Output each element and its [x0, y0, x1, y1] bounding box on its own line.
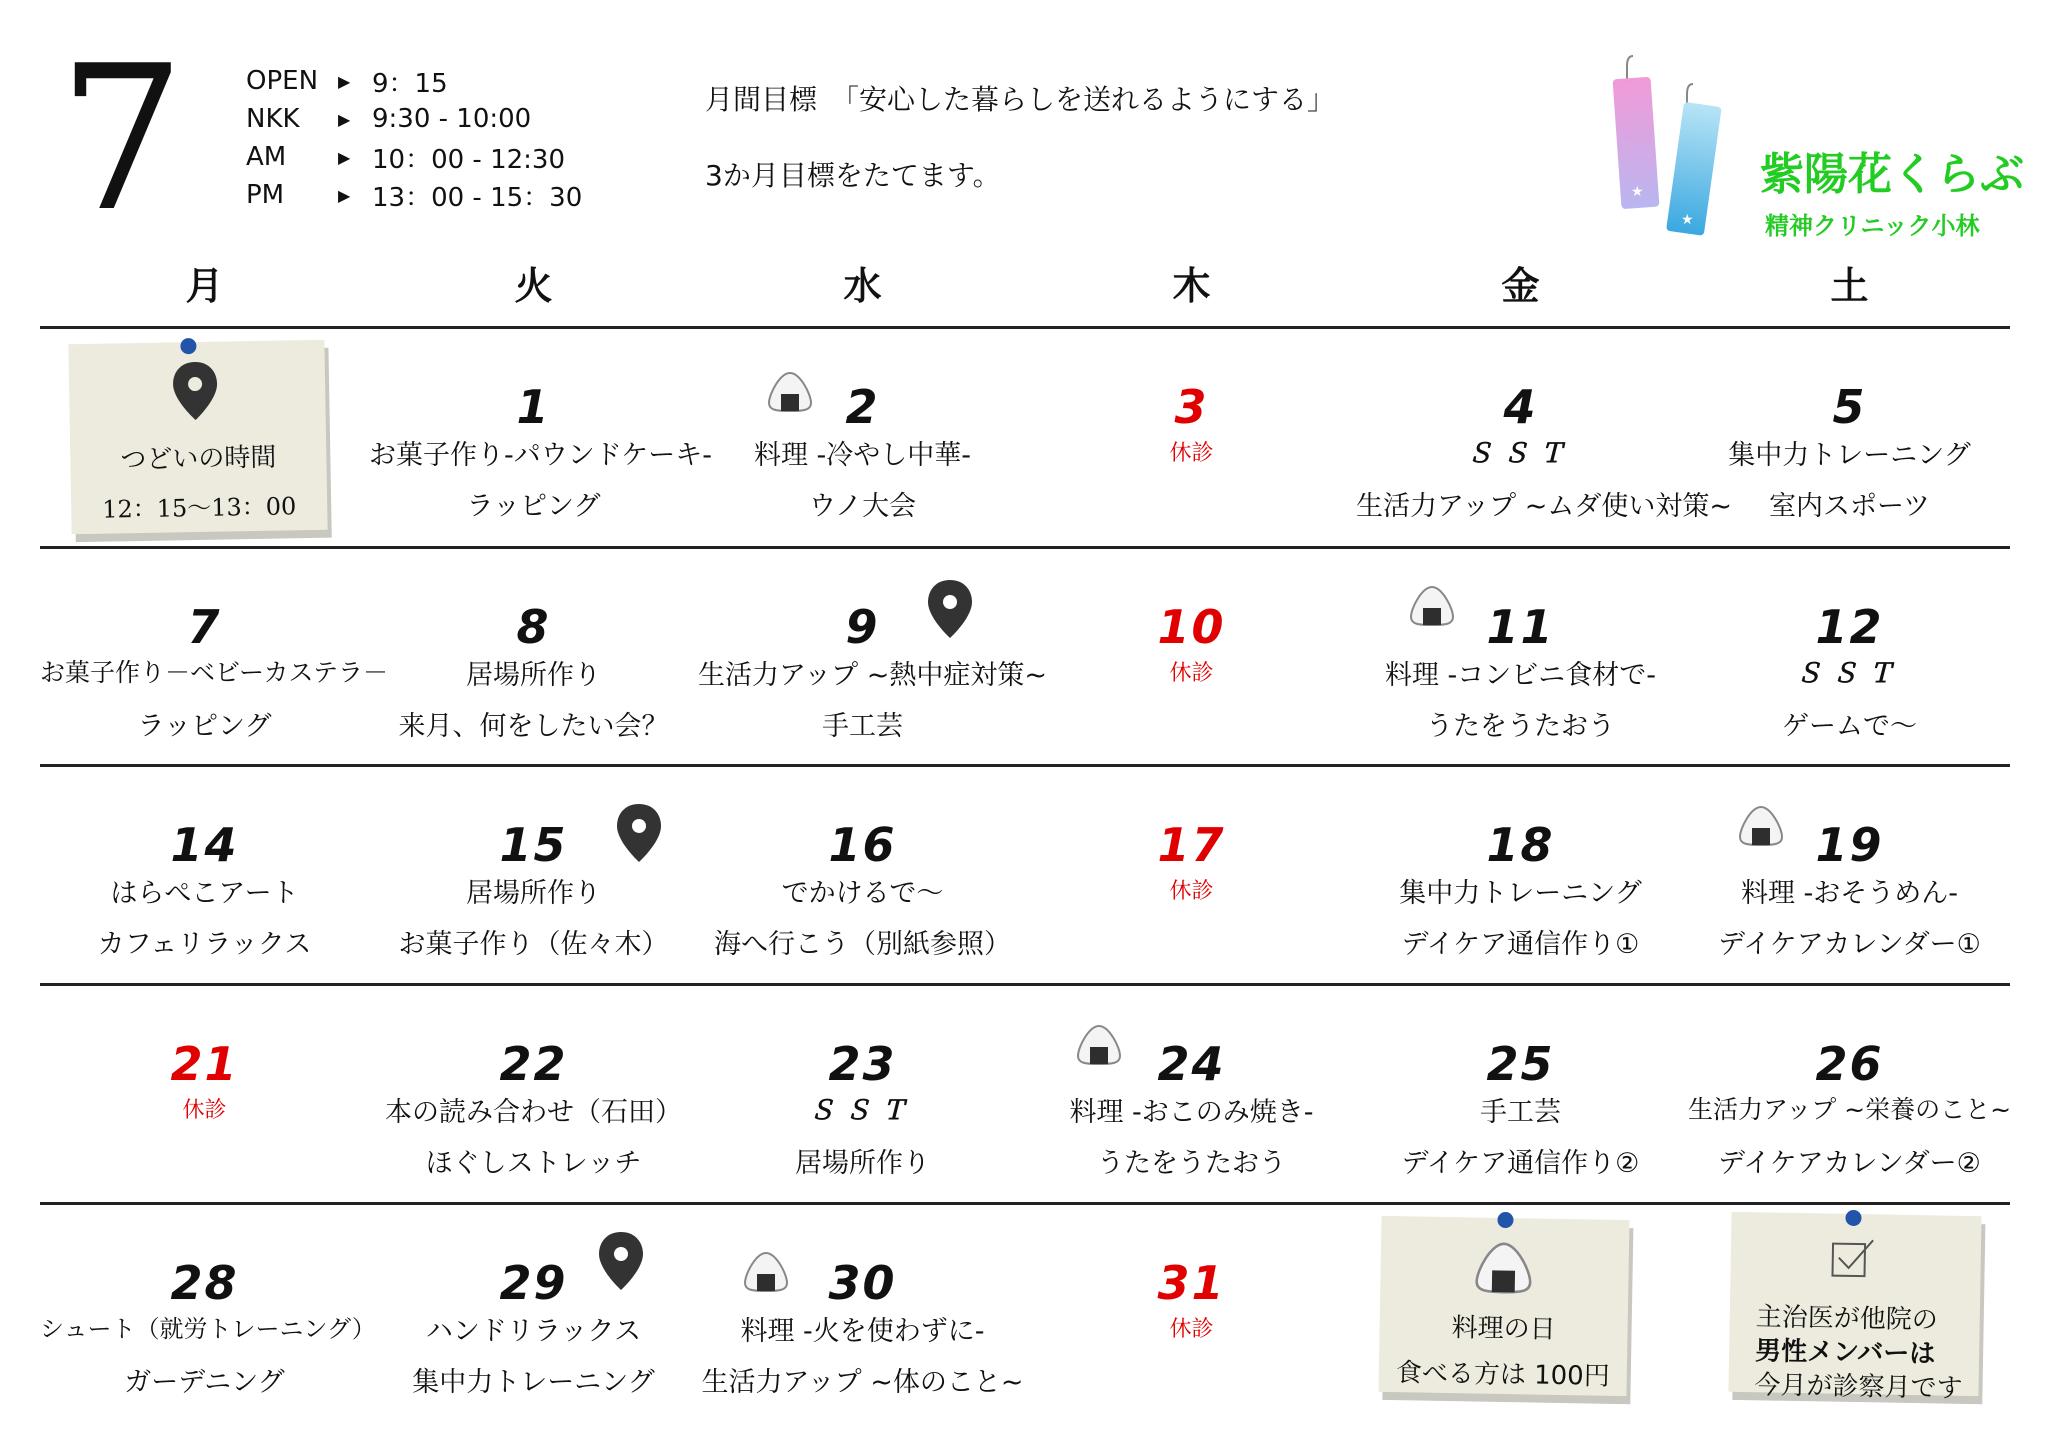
activity-line2: うたをうたおう [1426, 711, 1615, 742]
day-number: 2 [845, 380, 880, 434]
logo-name: 紫陽花くらぶ [1760, 149, 2024, 200]
cooking-price: 食べる方は 100円 [1395, 1358, 1610, 1392]
pushpin-icon [180, 338, 196, 354]
day-cell [698, 1204, 1027, 1422]
day-cell [698, 328, 1027, 546]
day-number: 22 [499, 1037, 568, 1091]
tsudoi-title: つどいの時間 [120, 442, 277, 476]
cooking-title: 料理の日 [1451, 1313, 1556, 1345]
activity-line1: 料理 -火を使わずに- [740, 1316, 985, 1347]
location-pin-icon [171, 360, 220, 423]
day-number: 23 [828, 1037, 897, 1091]
activity-line1: はらぺこアート [110, 878, 299, 909]
day-number: 1 [516, 380, 551, 434]
tsudoi-time: 12：15〜13：00 [101, 492, 297, 524]
activity-line1: 料理 -おそうめん- [1740, 878, 1959, 909]
day-cell [1027, 1204, 1356, 1422]
closed-label: 休診 [1169, 441, 1214, 466]
day-number: 12 [1815, 600, 1884, 654]
day-number: 26 [1815, 1037, 1884, 1091]
day-number: 4 [1503, 380, 1538, 434]
checkup-line1: 主治医が他院の [1755, 1302, 1939, 1336]
day-cell [40, 548, 389, 766]
day-number: 29 [499, 1256, 568, 1310]
closed-label: 休診 [182, 1098, 227, 1123]
triangle-icon: ▶ [338, 71, 351, 91]
closed-label: 休診 [1169, 879, 1214, 904]
activity-line1: 料理 -コンビニ食材で- [1384, 660, 1657, 691]
checkup-line3: 今月が診察月です [1754, 1370, 1963, 1404]
activity-line2: ラッピング [137, 711, 272, 742]
weekday-fri: 金 [1501, 264, 1540, 308]
checkbox-icon [1828, 1236, 1879, 1281]
day-cell [1356, 985, 1685, 1203]
svg-text:★: ★ [1681, 212, 1694, 228]
day-number: 19 [1815, 818, 1884, 872]
logo-clinic: 精神クリニック小林 [1765, 212, 1980, 240]
activity-line1: ＳＳＴ [1795, 659, 1904, 689]
three-month-goal: 3か月目標をたてます。 [705, 159, 1001, 192]
hours-label-am: AM [246, 142, 287, 172]
activity-line2: 室内スポーツ [1769, 491, 1930, 522]
activity-line2: ラッピング [466, 491, 601, 522]
day-number: 3 [1174, 380, 1209, 434]
activity-line2: 生活力アップ ~ムダ使い対策~ [1356, 491, 1732, 522]
day-cell [698, 766, 1027, 984]
activity-line2: ほぐしストレッチ [425, 1148, 642, 1179]
day-number: 28 [170, 1256, 239, 1310]
closed-label: 休診 [1169, 661, 1214, 686]
day-cell [1685, 328, 2014, 546]
activity-line1: 生活力アップ ~熱中症対策~ [698, 660, 1047, 691]
activity-line1: 居場所作り [466, 660, 601, 691]
day-number: 9 [845, 600, 880, 654]
day-number: 21 [170, 1037, 239, 1091]
activity-line1: 手工芸 [1480, 1097, 1561, 1128]
weekday-wed: 水 [843, 264, 882, 308]
activity-line2: ゲームで～ [1782, 711, 1917, 742]
day-number: 10 [1157, 600, 1226, 654]
onigiri-icon [1472, 1239, 1535, 1296]
opening-hours [246, 62, 582, 214]
activity-line2: カフェリラックス [97, 929, 312, 960]
activity-line2: デイケア通信作り② [1401, 1148, 1640, 1179]
checkup-note [1728, 1212, 1981, 1404]
activity-line2: 居場所作り [795, 1148, 930, 1179]
hours-time-nkk: 9:30 - 10:00 [372, 104, 532, 134]
activity-line2: 来月、何をしたい会？ [398, 711, 669, 742]
monthly-goals [705, 78, 1335, 194]
weekday-sat: 土 [1830, 264, 1869, 308]
activity-line1: ＳＳＴ [1466, 439, 1575, 469]
checkup-line2: 男性メンバーは [1754, 1336, 1936, 1370]
activity-line1: 居場所作り [466, 878, 601, 909]
day-cell [1356, 328, 1732, 546]
day-cell [1685, 985, 2014, 1203]
day-number: 7 [187, 600, 222, 654]
pushpin-icon [1845, 1210, 1861, 1226]
day-number: 11 [1486, 600, 1555, 654]
monthly-goal: 月間目標 「安心した暮らしを送れるようにする」 [705, 83, 1336, 116]
day-number: 25 [1486, 1037, 1555, 1091]
activity-line1: 集中力トレーニング [1399, 878, 1642, 909]
day-number: 14 [170, 818, 239, 872]
hours-time-open: 9：15 [372, 68, 448, 99]
activity-line2: お菓子作り（佐々木） [398, 929, 669, 960]
hours-label-pm: PM [246, 180, 285, 210]
weekday-tue: 火 [514, 264, 553, 308]
hours-time-pm: 13：00 - 15：30 [372, 182, 583, 213]
activity-line2: 生活力アップ ~体のこと~ [701, 1367, 1024, 1398]
hours-label-open: OPEN [246, 66, 319, 96]
day-cell [40, 1204, 376, 1422]
tsudoi-note [68, 340, 327, 534]
day-cell [369, 328, 712, 546]
activity-line2: デイケアカレンダー② [1718, 1148, 1981, 1179]
activity-line1: 料理 -冷やし中華- [753, 440, 972, 471]
activity-line1: ハンドリラックス [425, 1316, 642, 1347]
activity-line2: ガーデニング [124, 1367, 285, 1398]
activity-line2: 集中力トレーニング [412, 1367, 655, 1398]
weekday-mon: 月 [185, 264, 224, 308]
day-number: 8 [516, 600, 551, 654]
svg-text:★: ★ [1631, 184, 1644, 200]
day-cell [1027, 548, 1356, 766]
triangle-icon: ▶ [338, 109, 351, 129]
day-cell [1685, 766, 2014, 984]
triangle-icon: ▶ [338, 147, 351, 167]
day-cell [40, 985, 369, 1203]
day-cell [1027, 766, 1356, 984]
day-cell [40, 766, 369, 984]
hours-label-nkk: NKK [246, 104, 300, 134]
activity-line2: デイケアカレンダー① [1718, 929, 1981, 960]
day-cell [1027, 985, 1356, 1203]
activity-line1: ＳＳＴ [808, 1096, 917, 1126]
day-cell [369, 766, 698, 984]
day-cell [698, 985, 1027, 1203]
day-number: 30 [828, 1256, 897, 1310]
cooking-note [1378, 1216, 1629, 1396]
hours-time-am: 10：00 - 12:30 [372, 144, 566, 175]
day-cell [369, 1204, 698, 1422]
tanzaku-icon [1605, 48, 1755, 248]
day-number: 17 [1157, 818, 1226, 872]
activity-line2: デイケア通信作り① [1401, 929, 1640, 960]
activity-line2: うたをうたおう [1097, 1148, 1286, 1179]
activity-line1: シュート（就労トレーニング） [40, 1315, 376, 1343]
day-number: 15 [499, 818, 568, 872]
day-cell [369, 985, 698, 1203]
weekday-thu: 木 [1172, 264, 1211, 308]
day-cell [1356, 766, 1685, 984]
month-number: 7 [58, 23, 186, 256]
pushpin-icon [1497, 1212, 1513, 1228]
activity-line1: 本の読み合わせ（石田） [385, 1097, 682, 1128]
day-cell [1027, 328, 1356, 546]
day-number: 24 [1157, 1037, 1226, 1091]
activity-line1: 料理 -おこのみ焼き- [1069, 1097, 1314, 1128]
day-cell [1356, 548, 1685, 766]
activity-line1: お菓子作り－ベビーカステラ－ [40, 658, 389, 687]
activity-line1: お菓子作り-パウンドケーキ- [369, 440, 712, 471]
activity-line2: ウノ大会 [808, 491, 917, 522]
day-number: 31 [1157, 1256, 1226, 1310]
activity-line1: でかけるで～ [781, 878, 944, 909]
activity-line1: 生活力アップ ~栄養のこと~ [1687, 1095, 2012, 1124]
day-cell [1685, 548, 2014, 766]
day-number: 18 [1486, 818, 1555, 872]
day-number: 5 [1832, 380, 1867, 434]
closed-label: 休診 [1169, 1317, 1214, 1342]
day-number: 16 [828, 818, 897, 872]
activity-line1: 集中力トレーニング [1728, 440, 1971, 471]
activity-line2: 手工芸 [822, 711, 903, 742]
day-cell [698, 548, 1047, 766]
clinic-logo [1605, 48, 2024, 248]
day-cell [369, 548, 698, 766]
activity-line2: 海へ行こう（別紙参照） [714, 929, 1011, 960]
triangle-icon: ▶ [338, 185, 351, 205]
